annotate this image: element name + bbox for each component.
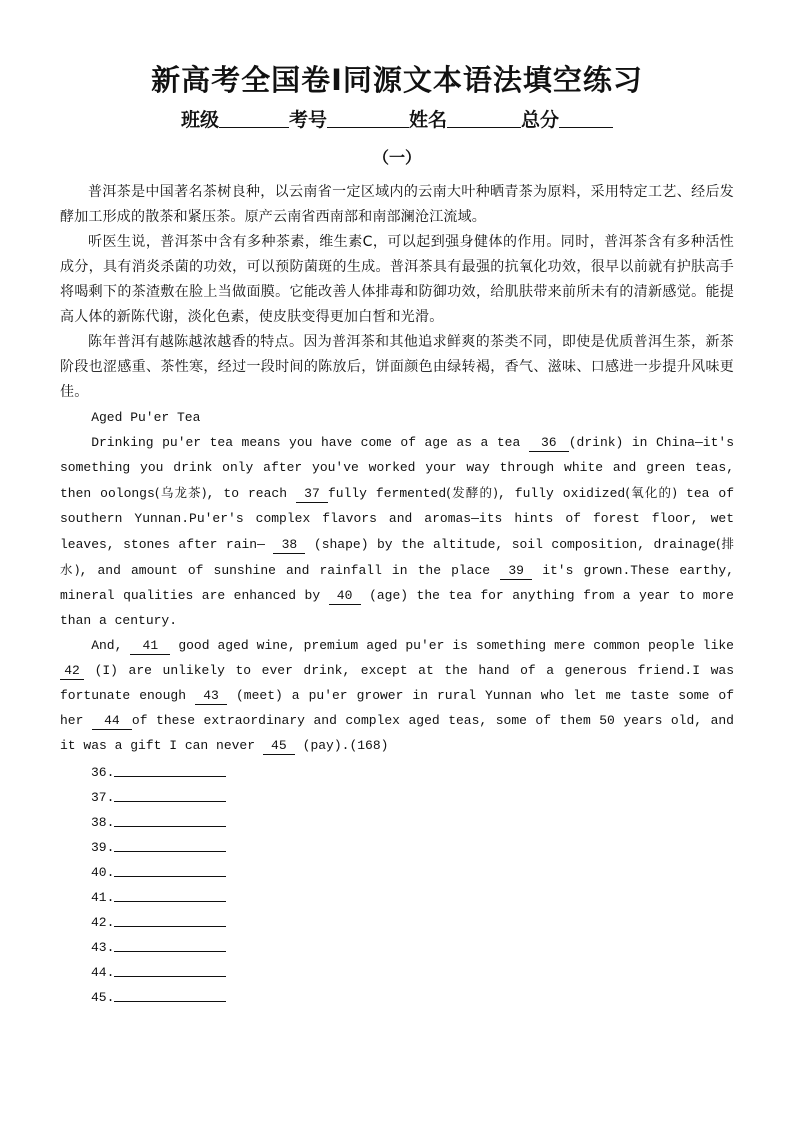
- chinese-paragraph: 普洱茶是中国著名茶树良种，以云南省一定区域内的云南大叶种晒青茶为原料，采用特定工艺、经后发酵加工形成的散茶和紧压茶。原产云南省西南部和南部澜沧江流域。: [60, 184, 734, 225]
- answer-blank[interactable]: [114, 912, 226, 927]
- answer-blank[interactable]: [114, 862, 226, 877]
- passage-text: (age) the tea for anything from a year to more than a century.: [60, 588, 734, 628]
- answer-number: 40.: [91, 865, 115, 880]
- gap-44[interactable]: 44: [92, 713, 132, 730]
- student-info-row: [60, 106, 734, 134]
- passage-text: (drink) in China—it's something you drink only after you've worked your way through white and green teas, then oolongs: [60, 435, 734, 501]
- chinese-gloss: (发酵的): [446, 485, 499, 500]
- exam-number-label: 考号: [288, 109, 327, 131]
- exam-number-field[interactable]: [327, 109, 409, 128]
- answer-line-41: [60, 885, 734, 910]
- name-label: 姓名: [409, 109, 448, 131]
- answer-blank[interactable]: [114, 837, 226, 852]
- class-field[interactable]: [219, 109, 289, 128]
- answer-number: 37.: [91, 790, 115, 805]
- gap-42[interactable]: 42: [60, 663, 84, 680]
- answer-number: 39.: [91, 840, 115, 855]
- passage-text: good aged wine, premium aged pu'er is something mere common people like: [170, 638, 734, 653]
- passage-text: (shape) by the altitude, soil composition, drainage: [305, 537, 716, 552]
- answer-line-37: [60, 785, 734, 810]
- answer-line-39: [60, 835, 734, 860]
- answer-line-42: [60, 910, 734, 935]
- chinese-gloss: (排水): [60, 536, 734, 577]
- passage-text: of these extraordinary and complex aged teas, some of them 50 years old, and it was a gift I can never: [60, 713, 734, 753]
- answer-lines: [60, 760, 734, 1010]
- class-label: 班级: [180, 109, 219, 131]
- passage-text: fully fermented: [327, 486, 447, 501]
- answer-line-45: [60, 985, 734, 1010]
- total-score-field[interactable]: [559, 109, 613, 128]
- gap-41[interactable]: 41: [130, 638, 170, 655]
- answer-number: 45.: [91, 990, 115, 1005]
- gap-39[interactable]: 39: [500, 563, 532, 580]
- passage-text: , fully oxidized: [498, 486, 626, 501]
- passage-text: (I) are unlikely to ever drink, except at the hand of a generous friend.I was fortunate enough: [60, 663, 734, 703]
- passage-paragraph-2: [60, 633, 734, 758]
- passage-text: , and amount of sunshine and rainfall in the place: [79, 563, 501, 578]
- chinese-gloss: (氧化的): [625, 485, 678, 500]
- chinese-paragraph: 听医生说，普洱茶中含有多种茶素，维生素C，可以起到强身健体的作用。同时，普洱茶含有多种活性成分，具有消炎杀菌的功效，可以预防菌斑的生成。普洱茶具有最强的抗氧化功效，很早以前就有护肤高手将喝剩下的茶渣敷在脸上当做面膜。它能改善人体排毒和防御功效，给肌肤带来前所未有的清新感觉。能提高人体的新陈代谢，淡化色素，使皮肤变得更加白皙和光滑。: [60, 234, 734, 325]
- name-field[interactable]: [447, 109, 521, 128]
- gap-38[interactable]: 38: [273, 537, 305, 554]
- page-title: 新高考全国卷Ⅰ同源文本语法填空练习: [151, 63, 643, 97]
- answer-blank[interactable]: [114, 887, 226, 902]
- answer-line-43: [60, 935, 734, 960]
- answer-blank[interactable]: [114, 962, 226, 977]
- gap-36[interactable]: 36: [529, 435, 569, 452]
- worksheet-page: [60, 60, 734, 1010]
- gap-43[interactable]: 43: [195, 688, 227, 705]
- answer-number: 42.: [91, 915, 115, 930]
- chinese-paragraph: 陈年普洱有越陈越浓越香的特点。因为普洱茶和其他追求鲜爽的茶类不同，即使是优质普洱生茶，新茶阶段也涩感重、茶性寒，经过一段时间的陈放后，饼面颜色由绿转褐，香气、滋味、口感进一步提升风味更佳。: [60, 334, 734, 400]
- answer-blank[interactable]: [114, 937, 226, 952]
- answer-line-38: [60, 810, 734, 835]
- answer-blank[interactable]: [114, 812, 226, 827]
- answer-blank[interactable]: [114, 987, 226, 1002]
- gap-40[interactable]: 40: [329, 588, 361, 605]
- answer-line-44: [60, 960, 734, 985]
- passage-text: it's grown.These earthy, mineral qualities are enhanced by: [60, 563, 734, 603]
- answer-number: 41.: [91, 890, 115, 905]
- chinese-gloss: (乌龙茶): [154, 485, 207, 500]
- answer-number: 38.: [91, 815, 115, 830]
- passage-text: (pay).(168): [294, 738, 389, 753]
- answer-line-40: [60, 860, 734, 885]
- passage-text: tea of southern Yunnan.Pu'er's complex flavors and aromas—its hints of forest floor, wet leaves, stones after rain—: [60, 486, 734, 552]
- answer-number: 36.: [91, 765, 115, 780]
- total-score-label: 总分: [521, 109, 560, 131]
- answer-number: 43.: [91, 940, 115, 955]
- answer-blank[interactable]: [114, 787, 226, 802]
- answer-line-36: [60, 760, 734, 785]
- passage-text: (meet) a pu'er grower in rural Yunnan who let me taste some of her: [60, 688, 735, 728]
- gap-45[interactable]: 45: [263, 738, 295, 755]
- passage-text: Drinking pu'er tea means you have come of age as a tea: [91, 435, 529, 450]
- answer-blank[interactable]: [114, 762, 226, 777]
- gap-37[interactable]: 37: [296, 486, 328, 503]
- section-number: （一）: [372, 148, 421, 167]
- passage-text: , to reach: [206, 486, 296, 501]
- passage-text: And,: [91, 638, 131, 653]
- passage-paragraph-1: [60, 430, 734, 633]
- answer-number: 44.: [91, 965, 115, 980]
- passage-heading: Aged Pu'er Tea: [91, 410, 201, 425]
